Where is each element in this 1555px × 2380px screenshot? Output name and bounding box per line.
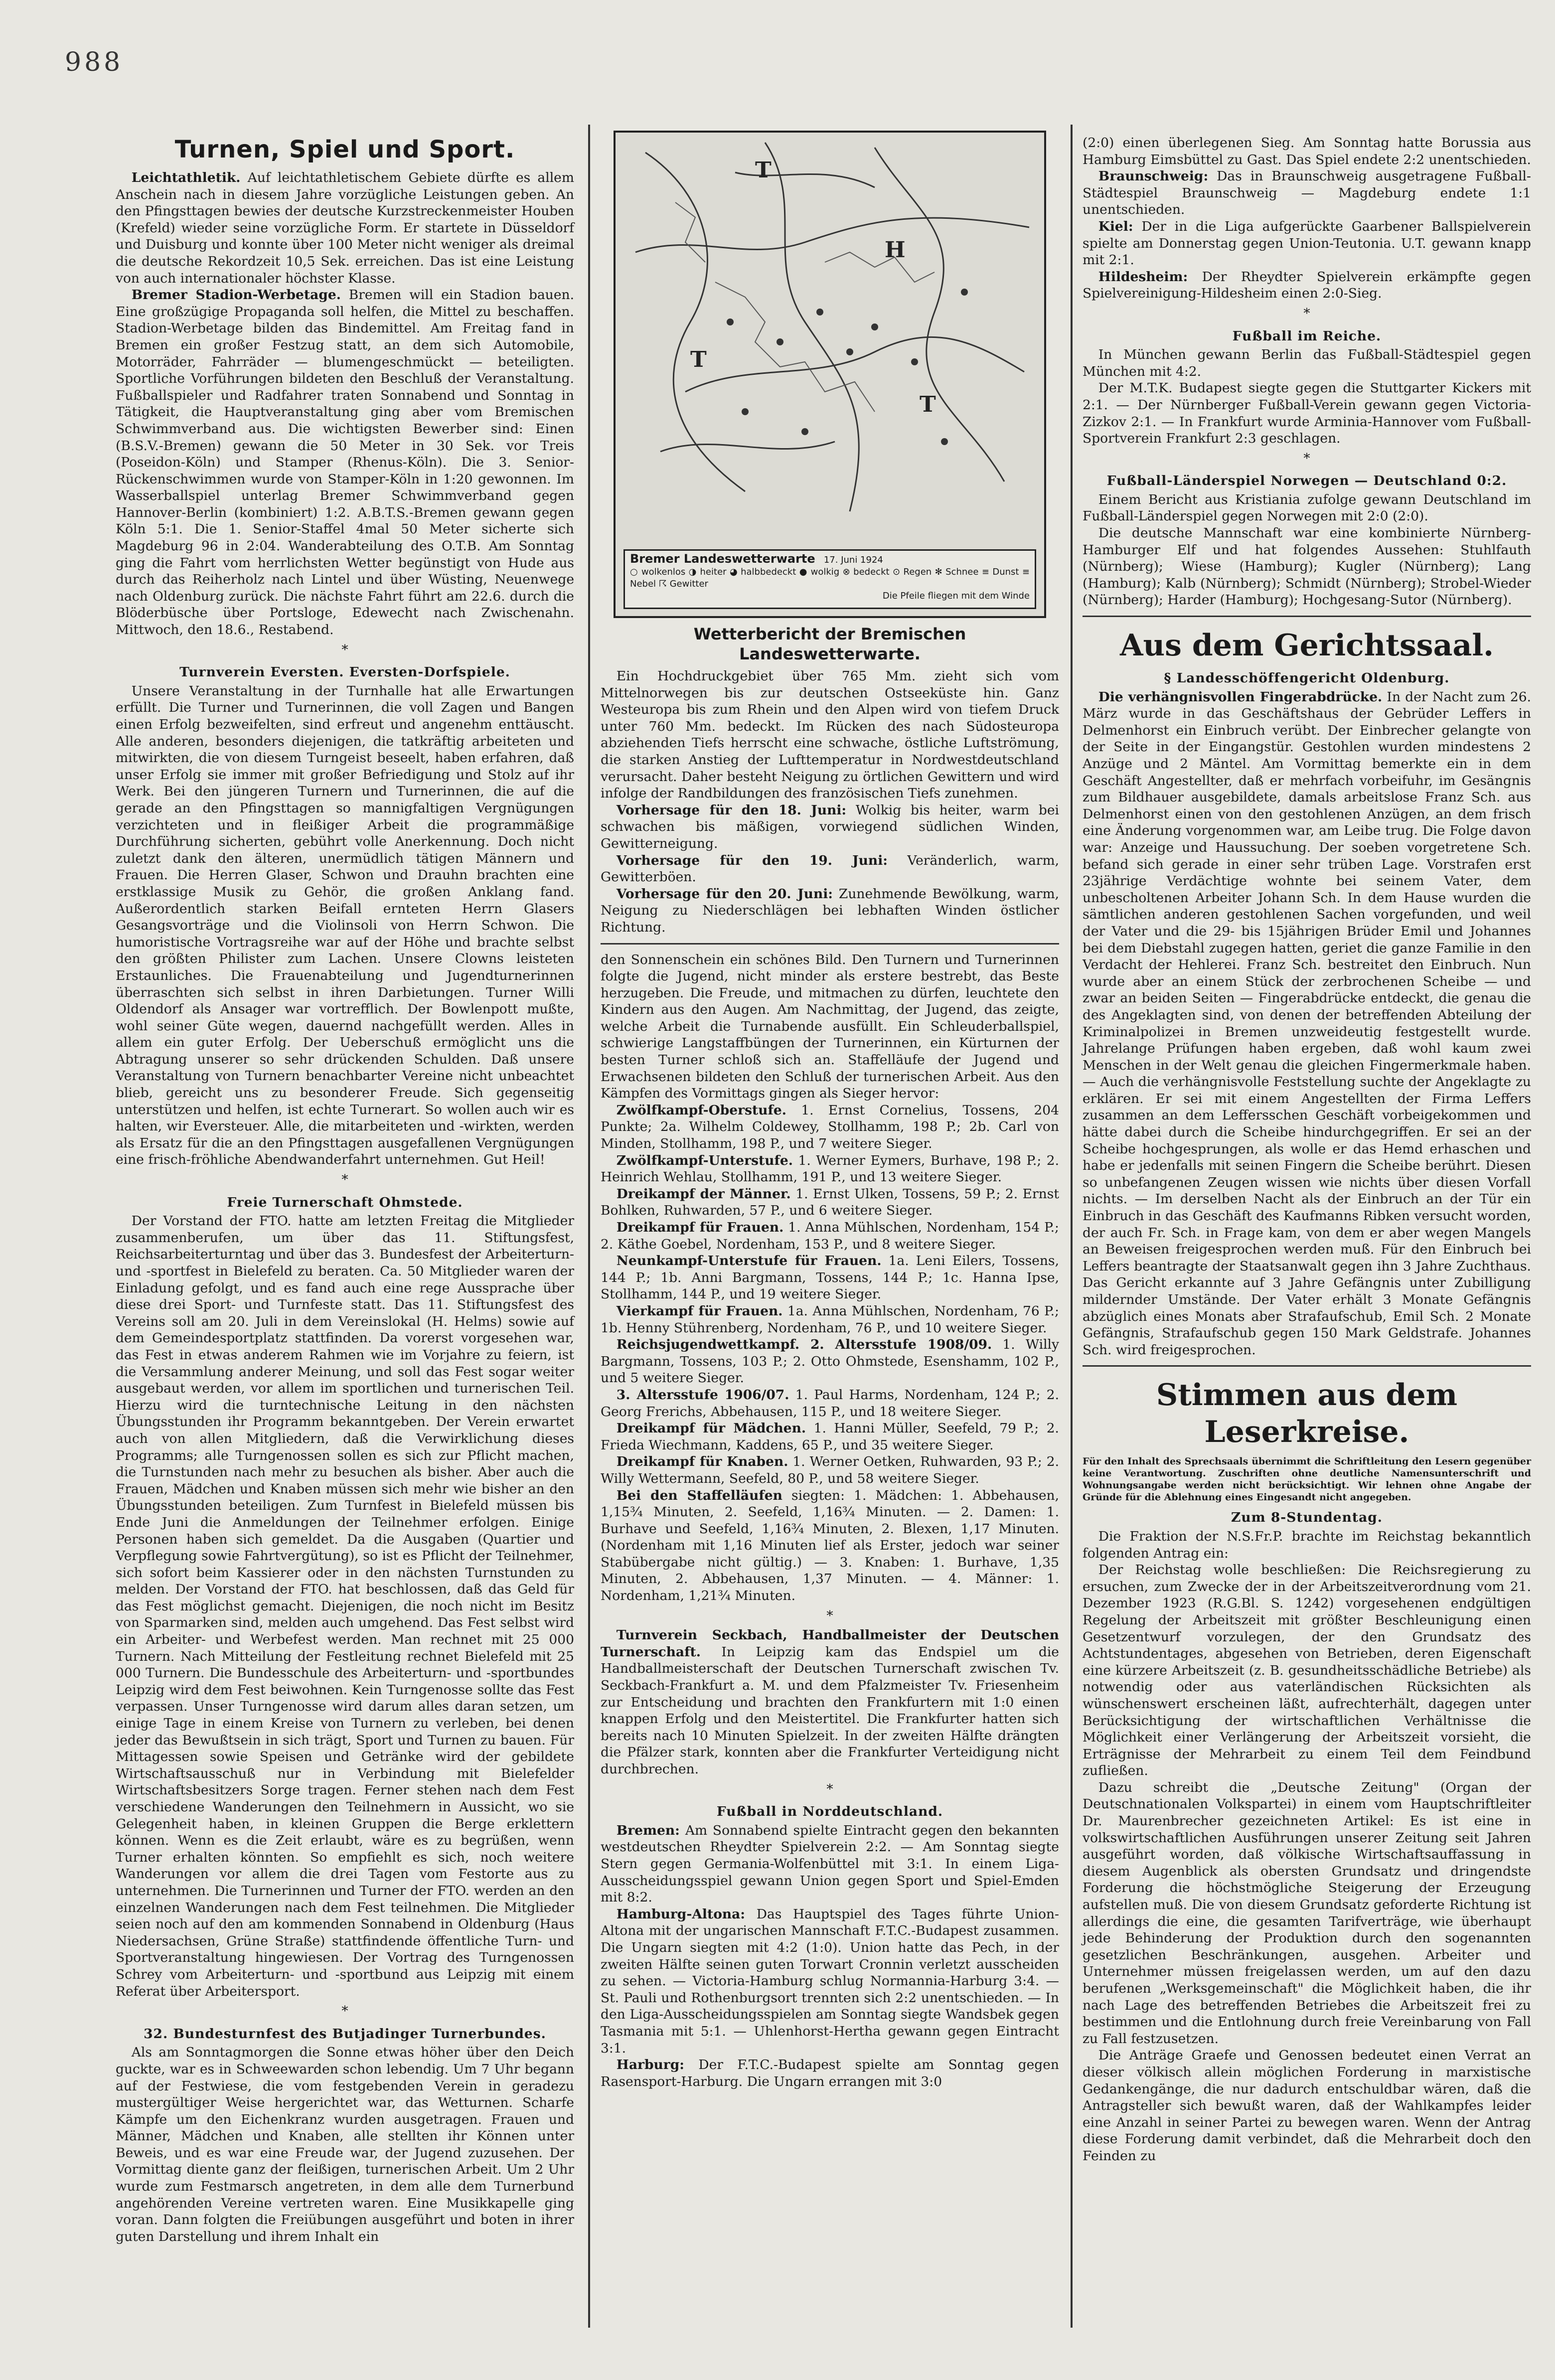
article-text: Auf leichtathletischem Gebiete dürfte es allem Anschein nach in diesem Jahre vorzügliche Leistungen geben. An den Pfingsttagen bewies der deutsche Kurzstreckenmeister Houben (Krefeld) wieder seine vorzügliche Form. Er startete in Düsseldorf und Duisburg und konnte über 100 Meter nicht weniger als dreimal die deutsche Rekordzeit 10,5 Sek. erreichen. Das ist eine Leistung von auch internationaler höchster Klasse. bbox=[116, 170, 574, 286]
article-text: Der Reichstag wolle beschließen: Die Reichsregierung zu ersuchen, zum Zwecke der in der Arbeitszeitverordnung vom 21. Dezember 1923 (R.G.Bl. S. 1242) vorgesehenen endgültigen Regelung der Arbeitszeit mit größter Beschleunigung einen Gesetzentwurf vorzulegen, der den Grundsatz des Achtstundentages, abgesehen von Betrieben, deren Eigenschaft eine kürzere Arbeitszeit (z. B. gesundheitsschädliche Betriebe) als notwendig oder aus vaterländischen Rücksichten als wünschenswert erscheinen läßt, aufrechterhält, dagegen unter Berücksichtigung der wirtschaftlichen Verhältnisse die Möglichkeit einer Verlängerung der Arbeitszeit vorsieht, die Erträgnisse der Mehrarbeit zu einem Teil dem Feindbund zufließen. bbox=[1083, 1562, 1531, 1779]
weather-map-drawing bbox=[616, 133, 1044, 616]
article-text: Die Anträge Graefe und Genossen bedeutet einen Verrat an dieser völkisch allein möglichen Forderung in marxistische Gedankengänge, die nur dadurch entschuldbar wären, daß die Antragsteller sich bewußt waren, daß der Wahlkampfes leider eine Anzahl in seiner Partei zu bewegen waren. Wenn der Antrag diese Forderung damit verbindet, daß die Mehrarbeit doch den Feinden zu bbox=[1083, 2048, 1531, 2164]
separator-star: * bbox=[826, 1781, 833, 1797]
keyword: Zwölfkampf-Unterstufe. bbox=[616, 1152, 793, 1168]
keyword: Vierkampf für Frauen. bbox=[616, 1303, 783, 1319]
keyword: Dreikampf für Frauen. bbox=[616, 1220, 784, 1235]
article-text: Der Rheydter Spielverein erkämpfte gegen Spielvereinigung-Hildesheim einen 2:0-Sieg. bbox=[1083, 269, 1531, 302]
column-rule-left bbox=[588, 125, 590, 2328]
separator-star: * bbox=[341, 1172, 348, 1188]
keyword: Kiel: bbox=[1098, 218, 1133, 234]
result-text: siegten: 1. Mädchen: 1. Abbehausen, 1,15¾ Minuten, 2. Seefeld, 1,16¾ Minuten. — 2. Damen: 1. Burhave und Seefeld, 1,16¾ Minuten, 2. Blexen, 1,17 Minuten. (Nordenham mit 1,16 Minuten lief als Erster, jedoch war seiner Stabübergabe nicht gültig.) — 3. Knaben: 1. Burhave, 1,35 Minuten, 2. Abbehausen, 1,37 Minuten. — 4. Männer: 1. Nordenham, 1,21¾ Minuten. bbox=[601, 1487, 1059, 1604]
subheading: Fußball im Reiche. bbox=[1232, 328, 1382, 344]
keyword: Harburg: bbox=[616, 2057, 685, 2073]
keyword: Neunkampf-Unterstufe für Frauen. bbox=[616, 1253, 882, 1269]
subheading: 32. Bundesturnfest des Butjadinger Turnerbundes. bbox=[144, 2026, 546, 2042]
separator-star: * bbox=[826, 1607, 833, 1623]
weather-report-title: Wetterbericht der Bremischen Landeswetterwarte. bbox=[693, 625, 966, 663]
keyword: Zwölfkampf-Oberstufe. bbox=[616, 1102, 786, 1118]
section-title-sport: Turnen, Spiel und Sport. bbox=[174, 136, 515, 163]
svg-text:T: T bbox=[755, 158, 772, 183]
right-column bbox=[1083, 135, 1531, 2165]
result-text: 1. Willy Bargmann, Tossens, 103 P.; 2. Otto Ohmstede, Esenshamm, 102 P., und 5 weitere Sieger. bbox=[601, 1337, 1059, 1386]
middle-column bbox=[601, 131, 1059, 2090]
section-title-readers: Stimmen aus dem Leserkreise. bbox=[1156, 1378, 1458, 1450]
divider bbox=[1083, 1365, 1531, 1367]
keyword: Bei den Staffelläufen bbox=[616, 1487, 782, 1503]
article-text: Die deutsche Mannschaft war eine kombinierte Nürnberg-Hamburger Elf und hat folgendes Aussehen: Stuhlfauth (Nürnberg); Wiese (Hamburg); Kugler (Nürnberg); Lang (Hamburg); Kalb (Nürnberg); Schmidt (Nürnberg); Strobel-Wieder (Nürnberg); Harder (Hamburg); Hochgesang-Sutor (Nürnberg). bbox=[1083, 525, 1531, 608]
article-text: Das in Braunschweig ausgetragene Fußball-Städtespiel Braunschweig — Magdeburg endete 1:1 unentschieden. bbox=[1083, 168, 1531, 218]
article-text: Das Hauptspiel des Tages führte Union-Altona mit der ungarischen Mannschaft F.T.C.-Budapest zusammen. Die Ungarn siegten mit 4:2 (1:0). Union hatte das Pech, in der zweiten Hälfte seinen guten Torwart Cronnin verletzt ausscheiden zu sehen. — Victoria-Hamburg schlug Normannia-Harburg 3:4. — St. Pauli und Rothenburgsort trennten sich 2:2 unentschieden. — In den Liga-Ausscheidungsspielen am Sonntag siegte Wandsbek gegen Tasmania mit 5:1. — Uhlenhorst-Hertha gewann gegen Eintracht 3:1. bbox=[601, 1906, 1059, 2056]
subheading: Zum 8-Stundentag. bbox=[1231, 1510, 1383, 1526]
article-text: Der F.T.C.-Budapest spielte am Sonntag gegen Rasensport-Harburg. Die Ungarn errangen mit 3:0 bbox=[601, 2057, 1059, 2089]
subheading: § Landesschöffengericht Oldenburg. bbox=[1164, 670, 1450, 686]
article-text: Unsere Veranstaltung in der Turnhalle hat alle Erwartungen erfüllt. Die Turner und Turnerinnen, die voll Zagen und Bangen einen Erfolg bezweifelten, sind erfreut und angenehm enttäuscht. Alle anderen, besonders diejenigen, die tatkräftig arbeiteten und mitwirkten, die von diesem Turngeist beseelt, haben erfahren, daß unser Erfolg sie immer mit großer Befriedigung und Stolz auf ihr Werk. Bei den jüngeren Turnern und Turnerinnen, die auf die gerade an den Pfingsttagen so mannigfaltigen Vergnügungen verzichteten und in fleißiger Arbeit die programmäßige Durchführung sicherten, gebührt volle Anerkennung. Doch nicht zuletzt dank den älteren, unermüdlich tätigen Männern und Frauen. Die Herren Glaser, Schwon und Drauhn brachten eine erstklassige Musik zu Gehör, die großen Anklang fand. Außerordentlich starken Beifall ernteten Herrn Glasers Gesangsvorträge und die Violinsoli von Herrn Schwon. Die humoristische Vortragsreihe war auf der Höhe und brachte selbst den größten Philister zum Lachen. Unsere Clowns leisteten Erstaunliches. Die Frauenabteilung und Jugendturnerinnen überraschten sich selbst in ihren Darbietungen. Turner Willi Oldendorf als Ansager war vortrefflich. Der Bowlenpott mußte, wohl seiner Güte wegen, dauernd nachgefüllt werden. Alles in allem ein guter Erfolg. Der Ueberschuß ermöglicht uns die Abtragung unserer so sehr drückenden Schulden. Daß unsere Veranstaltung von Turnern benachbarter Vereine nicht unbeachtet blieb, gereicht uns zu besonderer Freude. Sich gegenseitig unterstützen und helfen, ist echte Turnerart. So wollen auch wir es halten, wir Eversteuer. Alle, die mitarbeiteten und -wirkten, werden als Ersatz für die an den Pfingsttagen ausgefallenen Vergnügungen eine frisch-fröhliche Abendwanderfahrt unternehmen. Gut Heil! bbox=[116, 683, 574, 1168]
map-caption: Die Pfeile fliegen mit dem Winde bbox=[882, 591, 1030, 601]
weather-map-legend bbox=[623, 549, 1036, 609]
result-text: 1. Ernst Ulken, Tossens, 59 P.; 2. Ernst Bohlken, Ruhwarden, 57 P., und 6 weitere Sieger. bbox=[601, 1186, 1059, 1219]
result-text: 1. Anna Mühlschen, Nordenham, 154 P.; 2. Käthe Goebel, Nordenham, 153 P., und 8 weitere Sieger. bbox=[601, 1220, 1059, 1252]
result-text: 1. Hanni Müller, Seefeld, 79 P.; 2. Frieda Wiechmann, Kaddens, 65 P., und 35 weitere Sieger. bbox=[601, 1421, 1059, 1453]
article-text: Ein Hochdruckgebiet über 765 Mm. zieht sich vom Mittelnorwegen bis zur deutschen Ostseeküste hin. Ganz Westeuropa bis zum Rhein und den Alpen wird von tiefem Druck unter 760 Mm. bedeckt. Im Rücken des nach Südosteuropa abziehenden Tiefs herrscht eine schwache, östliche Luftströmung, die starken Anstieg der Lufttemperatur in Nordwestdeutschland verursacht. Daher besteht Neigung zu örtlichen Gewittern und wird infolge der Randbildungen des französischen Tiefs zunehmen. bbox=[601, 668, 1059, 801]
divider bbox=[601, 943, 1059, 945]
separator-star: * bbox=[341, 641, 348, 657]
result-text: 1. Ernst Cornelius, Tossens, 204 Punkte; 2a. Wilhelm Coldewey, Stollhamm, 198 P.; 2b. Carl von Minden, Stollhamm, 198 P., und 7 weitere Sieger. bbox=[601, 1102, 1059, 1152]
subheading: Fußball in Norddeutschland. bbox=[716, 1804, 943, 1820]
subheading: Freie Turnerschaft Ohmstede. bbox=[227, 1194, 463, 1210]
separator-star: * bbox=[341, 2003, 348, 2019]
section-title-court: Aus dem Gerichtssaal. bbox=[1119, 628, 1494, 663]
keyword: Vorhersage für den 19. Juni: bbox=[616, 852, 888, 868]
article-text: Wolkig bis heiter, warm bei schwachen bis mäßigen, vorwiegend südlichen Winden, Gewitterneigung. bbox=[601, 802, 1059, 851]
subheading: Turnverein Eversten. Eversten-Dorfspiele. bbox=[179, 664, 510, 680]
article-text: Einem Bericht aus Kristiania zufolge gewann Deutschland im Fußball-Länderspiel gegen Norwegen mit 2:0 (2:0). bbox=[1083, 491, 1531, 524]
keyword: Vorhersage für den 20. Juni: bbox=[616, 886, 833, 902]
map-title: Bremer Landeswetterwarte bbox=[630, 552, 815, 566]
page-number: 988 bbox=[65, 47, 124, 77]
article-text: Der Vorstand der FTO. hatte am letzten Freitag die Mitglieder zusammenberufen, um über das 11. Stiftungsfest, Reichsarbeiterturntag und über das 3. Bundesfest der Arbeiterturn- und -sportfest in Bielefeld zu beraten. Ca. 50 Mitglieder waren der Einladung gefolgt, und es fand auch eine rege Aussprache über diese drei Sport- und Turnfeste statt. Das 11. Stiftungsfest des Vereins soll am 20. Juli in dem Vereinslokal (H. Helms) sowie auf dem Gemeindesportplatz stattfinden. Da vorerst vorgesehen war, das Fest in etwas anderem Rahmen wie im Vorjahre zu feiern, ist die Versammlung anderer Meinung, und soll das Fest sogar weiter ausgebaut werden, vor allem im sportlichen und turnerischen Teil. Hierzu wird die turntechnische Leitung in den nächsten Übungsstunden ihr Programm bekanntgeben. Der Verein erwartet auch von allen Mitgliedern, daß die Verwirklichung dieses Programms; alle Turngenossen sollen es sich zur Pflicht machen, die Turnstunden nach mehr zu besuchen als bisher. Aber auch die Frauen, Mädchen und Knaben müssen sich mehr wie bisher an den Übungsstunden beteiligen. Zum Turnfest in Bielefeld müssen bis Ende Juni die Anmeldungen der Teilnehmer erfolgen. Einige Personen haben sich gemeldet. Da die Ausgaben (Quartier und Verpflegung sowie Fahrtvergütung), so ist es Pflicht der Teilnehmer, sich sofort beim Kassierer oder in den nächsten Turnstunden zu melden. Der Vorstand der FTO. hat beschlossen, daß das Geld für das Fest möglichst gemacht. Diejenigen, die noch nicht im Besitz von Sparmarken sind, melden auch umgehend. Das Fest selbst wird ein Arbeiter- und Werbefest werden. Man rechnet mit 25 000 Turnern. Nach Mitteilung der Festleitung rechnet Bielefeld mit 25 000 Turnern. Die Bundesschule des Arbeiterturn- und -sportbundes Leipzig wird dem Fest beiwohnen. Kein Turngenosse sollte das Fest verpassen. Unser Turngenosse wird darum alles daran setzen, um einige Tage in einem Kreise von Turnern zu verleben, bei denen jeder das Bewußtsein in sich trägt, Sport und Turnen zu bauen. Für Mittagessen sowie Speisen und Getränke wird der gebildete Wirtschaftsausschuß nur in Verbindung mit Bielefelder Wirtschaftsbesitzers Sorge tragen. Ferner stehen nach dem Fest verschiedene Wanderungen den Teilnehmern in Aussicht, wo sie Gelegenheit haben, in kleinen Gruppen die Berge erklettern können. Wenn es die Zeit erlaubt, wäre es zu begrüßen, wenn Turner erhalten könnten. So empfiehlt es sich, noch weitere Wanderungen vor allem die drei Tagen vom Festorte aus zu unternehmen. Die Turnerinnen und Turner der FTO. werden an den einzelnen Wanderungen nach dem Fest teilnehmen. Die Mitglieder seien noch auf den am kommenden Sonnabend in Oldenburg (Haus Niedersachsen, Grüne Straße) stattfindende öffentliche Turn- und Sportveranstaltung hingewiesen. Der Vortrag des Turngenossen Schrey vom Arbeiterturn- und -sportbund aus Leipzig mit einem Referat über Arbeitersport. bbox=[116, 1213, 574, 1999]
article-text: Der in die Liga aufgerückte Gaarbener Ballspielverein spielte am Donnerstag gegen Union-Teutonia. U.T. gewann knapp mit 2:1. bbox=[1083, 218, 1531, 268]
left-column bbox=[116, 135, 574, 2245]
svg-text:T: T bbox=[920, 392, 936, 417]
divider bbox=[1083, 616, 1531, 617]
article-text: (2:0) einen überlegenen Sieg. Am Sonntag hatte Borussia aus Hamburg Eimsbüttel zu Gast. Das Spiel endete 2:2 unentschieden. bbox=[1083, 135, 1531, 167]
keyword: Hildesheim: bbox=[1098, 269, 1188, 285]
article-text: Bremen will ein Stadion bauen. Eine großzügige Propaganda soll helfen, die Mittel zu beschaffen. Stadion-Werbetage bilden das Bindemittel. Am Freitag fand in Bremen ein großer Festzug statt, an dem sich Automobile, Motorräder, Fahrräder — blumengeschmückt — beteiligten. Sportliche Vorführungen bildeten den Beschluß der Veranstaltung. Fußballspieler und Radfahrer traten Sonnabend und Sonntag in Tätigkeit, die Hauptveranstaltung ging aber vom Bremischen Schwimmverband aus. Die wichtigsten Bewerber sind: Einen (B.S.V.-Bremen) gewann die 50 Meter in 30 Sek. vor Treis (Poseidon-Köln) und Stamper (Rhenus-Köln). Die 3. Senior-Rückenschwimmen wurde von Stamper-Köln in 1:20 gewonnen. Im Wasserballspiel unterlag Bremer Schwimmverband gegen Hannover-Berlin (kombiniert) 1:2. A.B.T.S.-Bremen gewann gegen Köln 5:1. Die 1. Senior-Staffel 4mal 50 Meter sicherte sich Magdeburg 96 in 2:04. Wanderabteilung des O.T.B. Am Sonntag ging die Fahrt vom herrlichsten Wetter begünstigt von Hude aus durch das Reiherholz nach Lintel und über Wüsting, Neuenwege nach Oldenburg zurück. Die nächste Fahrt führt am 22.6. durch die Blöderbüsche über Portsloge, Edewecht nach Zwischenahn. Mittwoch, den 18.6., Restabend. bbox=[116, 287, 574, 638]
svg-text:T: T bbox=[690, 347, 707, 372]
keyword: Dreikampf der Männer. bbox=[616, 1186, 791, 1202]
separator-star: * bbox=[1303, 450, 1310, 466]
keyword: Reichsjugendwettkampf. 2. Altersstufe 1908/09. bbox=[616, 1337, 992, 1353]
keyword: Bremer Stadion-Werbetage. bbox=[131, 287, 341, 303]
keyword: Vorhersage für den 18. Juni: bbox=[616, 802, 847, 818]
result-text: 1. Paul Harms, Nordenham, 124 P.; 2. Georg Frerichs, Abbehausen, 115 P., und 18 weitere Sieger. bbox=[601, 1387, 1059, 1420]
map-legend-text: ○ wolkenlos ◑ heiter ◕ halbbedeckt ● wolkig ⊗ bedeckt ⊙ Regen ✻ Schnee ≡ Dunst ≡ Nebel ☈ Gewitter bbox=[630, 567, 1030, 589]
article-text: den Sonnenschein ein schönes Bild. Den Turnern und Turnerinnen folgte die Jugend, nicht minder als erstere bestrebt, das Beste herzugeben. Die Freude, und mitmachen zu dürfen, leuchtete den Kindern aus den Augen. Am Nachmittag, der Jugend, das zeigte, welche Arbeit die Turnabende ausfüllt. Ein Schleuderballspiel, schwierige Langstaffbüngen der Turnerinnen, ein Kürturnen der besten Turner schloß sich an. Staffelläufe der Jugend und Erwachsenen bildeten den Schluß der turnerischen Arbeit. Aus den Kämpfen des Vormittags gingen als Sieger hervor: bbox=[601, 952, 1059, 1102]
keyword: Bremen: bbox=[616, 1822, 680, 1838]
keyword: Leichtathletik. bbox=[131, 170, 241, 185]
keyword: Hamburg-Altona: bbox=[616, 1906, 746, 1922]
article-text: Als am Sonntagmorgen die Sonne etwas höher über den Deich guckte, war es in Schweewarden schon lebendig. Um 7 Uhr begann auf der Festwiese, die vom festgebenden Verein in geradezu mustergültiger Weise hergerichtet war, das Wetturnen. Scharfe Kämpfe um den Eichenkranz wurden ausgetragen. Frauen und Männer, Mädchen und Knaben, alle stellten ihr Können unter Beweis, und es war eine Freude war, der Jugend zuzusehen. Der Vormittag diente ganz der fleißigen, turnerischen Arbeit. Um 2 Uhr wurde zum Festmarsch angetreten, in dem alle dem Turnerbund angehörenden Vereine vertreten waren. Eine Musikkapelle ging voran. Dann folgten die Freiübungen ausgeführt und boten in ihrer guten Darstellung und ihrem Inhalt ein bbox=[116, 2045, 574, 2244]
column-rule-right bbox=[1071, 125, 1073, 2328]
result-text: 1a. Leni Eilers, Tossens, 144 P.; 1b. Anni Bargmann, Tossens, 144 P.; 1c. Hanna Ipse, Stollhamm, 144 P., und 19 weitere Sieger. bbox=[601, 1253, 1059, 1302]
article-text: In München gewann Berlin das Fußball-Städtespiel gegen München mit 4:2. bbox=[1083, 347, 1531, 379]
result-text: 1. Werner Oetken, Ruhwarden, 93 P.; 2. Willy Wettermann, Seefeld, 80 P., und 58 weitere Sieger. bbox=[601, 1454, 1059, 1486]
keyword: Dreikampf für Knaben. bbox=[616, 1454, 788, 1470]
keyword: Braunschweig: bbox=[1098, 168, 1209, 184]
subheading: Fußball-Länderspiel Norwegen — Deutschland 0:2. bbox=[1106, 473, 1507, 489]
svg-text:H: H bbox=[885, 237, 906, 263]
map-date: 17. Juni 1924 bbox=[823, 555, 883, 565]
article-text: Dazu schreibt die „Deutsche Zeitung" (Organ der Deutschnationalen Volkspartei) in einem vom Hauptschriftleiter Dr. Maurenbrecher gezeichneten Artikel: Es ist eine in volkswirtschaftlichen Ausführungen unserer Zeitung seit Jahren ausgeführt worden, daß völkische Wirtschaftsauffassung in diesem Augenblick als obersten Grundsatz und dringendste Forderung die höchstmögliche Steigerung der Erzeugung aufstellen muß. Die von diesem Grundsatz geforderte Richtung ist allerdings die eine, die gesamten Tarifverträge, wie überhaupt jede Behinderung der Produktion durch den sogenannten gesetzlichen Beschränkungen, ausgehen. Arbeiter und Unternehmer müssen freigelassen werden, um auf den dazu berufenen „Werksgemeinschaft" die Möglichkeit haben, die ihr nach Lage des betreffenden Betriebes die Arbeitszeit frei zu bestimmen und die Entlohnung durch freie Vereinbarung von Fall zu Fall festzusetzen. bbox=[1083, 1779, 1531, 2047]
article-text: Zunehmende Bewölkung, warm, Neigung zu Niederschlägen bei lebhaften Winden östlicher Richtung. bbox=[601, 886, 1059, 935]
weather-map bbox=[614, 131, 1046, 618]
article-text: Die Fraktion der N.S.Fr.P. brachte im Reichstag bekanntlich folgenden Antrag ein: bbox=[1083, 1528, 1531, 1561]
keyword: Dreikampf für Mädchen. bbox=[616, 1421, 806, 1436]
result-text: 1. Werner Eymers, Burhave, 198 P.; 2. Heinrich Wehlau, Stollhamm, 191 P., und 13 weitere Sieger. bbox=[601, 1152, 1059, 1185]
subheading: Turnverein Seckbach, Handballmeister der Deutschen Turnerschaft. bbox=[601, 1627, 1059, 1660]
keyword: Die verhängnisvollen Fingerabdrücke. bbox=[1098, 689, 1383, 705]
keyword: 3. Altersstufe 1906/07. bbox=[616, 1387, 789, 1403]
article-text: In der Nacht zum 26. März wurde in das Geschäftshaus der Gebrüder Leffers in Delmenhorst ein Einbruch verübt. Der Einbrecher gelangte von der Seite in der Eingangstür. Gestohlen wurden mindestens 2 Anzüge und 2 Mäntel. Am Vormittag bemerkte ein in dem Geschäft Angestellter, daß er mehrfach vorbeifuhr, im Gesängnis zum Bildhauer ausgebildete, damals arbeitslose Franz Sch. aus Delmenhorst einen von den gestohlenen Anzügen, an dem frisch eine Änderung vorgenommen war, am Leibe trug. Die Folge davon war: Anzeige und Haussuchung. Der soeben vorgetretene Sch. befand sich gerade in einer sehr trüben Lage. Vorstrafen erst 23jährige Verdächtige wohnte bei seinem Vater, dem unbescholtenen Arbeiter Johann Sch. In dem Hause wurden die sämtlichen anderen gestohlenen Sachen vorgefunden, und weil der Vater und die 29- bis 15jährigen Brüder Emil und Johannes bei dem Diebstahl zugegen hatten, geriet die ganze Familie in den Verdacht der Hehlerei. Franz Sch. bestreitet den Einbruch. Nun wurde aber an einem Stück der zerbrochenen Scheibe — und zwar an beiden Seiten — Fingerabdrücke entdeckt, die genau die des Angeklagten sind, von denen der betreffenden Abteilung der Kriminalpolizei in Bremen unzweideutig festgestellt wurde. Jahrelange Prüfungen haben ergeben, daß wohl kaum zwei Menschen in der Welt genau die gleichen Fingermerkmale haben. — Auch die verhängnisvolle Feststellung suchte der Angeklagte zu erklären. Er sei mit einem Angestellten der Firma Leffers zusammen an dem Leffersschen Geschäft vorbeigekommen und hätte dabei durch die Scheibe hindurchgegriffen. Er sei an der Scheibe hochgesprungen, als wolle er das Hemd erhaschen und habe er jedenfalls mit seinen Fingern die Scheibe berührt. Diesen so unbefangenen Zeugen wissen wie nichts über diesen Vorfall nichts. — Im derselben Nacht als der Einbruch an der Tür ein Einbruch in das Geschäft des Kaufmanns Ribken versucht worden, der auch Fr. Sch. in Frage kam, von dem er aber wegen Mangels an Beweisen freigesprochen werden muß. Für den Einbruch bei Leffers beantragte der Staatsanwalt gegen ihn 3 Jahre Zuchthaus. Das Gericht erkannte auf 3 Jahre Gefängnis unter Zubilligung mildernder Umstände. Der Vater erhält 3 Monate Gefängnis abzüglich eines Monats aber Strafaufschub, Emil Sch. 2 Monate Gefängnis, Strafaufschub gegen 150 Mark Geldstrafe. Johannes Sch. wird freigesprochen. bbox=[1083, 689, 1531, 1358]
separator-star: * bbox=[1303, 305, 1310, 321]
result-text: 1a. Anna Mühlschen, Nordenham, 76 P.; 1b. Henny Stührenberg, Nordenham, 76 P., und 10 weitere Sieger. bbox=[601, 1303, 1059, 1336]
article-text: In Leipzig kam das Endspiel um die Handballmeisterschaft der Deutschen Turnerschaft zwischen Tv. Seckbach-Frankfurt a. M. und dem Pfalzmeister Tv. Friesenheim zur Entscheidung und brachten den Frankfurtern mit 1:0 einen knappen Erfolg und den Meistertitel. Die Frankfurter hatten sich bereits nach 10 Minuten Spielzeit. In der zweiten Hälfte drängten die Pfälzer stark, konnten aber die Frankfurter Verteidigung nicht durchbrechen. bbox=[601, 1644, 1059, 1777]
article-text: Der M.T.K. Budapest siegte gegen die Stuttgarter Kickers mit 2:1. — Der Nürnberger Fußball-Verein gewann gegen Victoria-Zizkov 2:1. — In Frankfurt wurde Arminia-Hannover vom Fußball-Sportverein Frankfurt 2:3 geschlagen. bbox=[1083, 380, 1531, 447]
disclaimer-text: Für den Inhalt des Sprechsaals übernimmt die Schriftleitung den Lesern gegenüber keine Verantwortung. Zuschriften ohne deutliche Namensunterschrift und Wohnungsangabe werden nicht berücksichtigt. Wir lehnen ohne Angabe der Gründe für die Ablehnung eines Eingesandt nicht angegeben. bbox=[1083, 1456, 1531, 1503]
article-text: Veränderlich, warm, Gewitterböen. bbox=[601, 852, 1059, 885]
article-text: Am Sonnabend spielte Eintracht gegen den bekannten westdeutschen Rheydter Spielverein 2:2. — Am Sonntag siegte Stern gegen Germania-Wolfenbüttel mit 3:1. In einem Liga-Ausscheidungsspiel gewann Union gegen Sport und Spiel-Emden mit 8:2. bbox=[601, 1822, 1059, 1905]
